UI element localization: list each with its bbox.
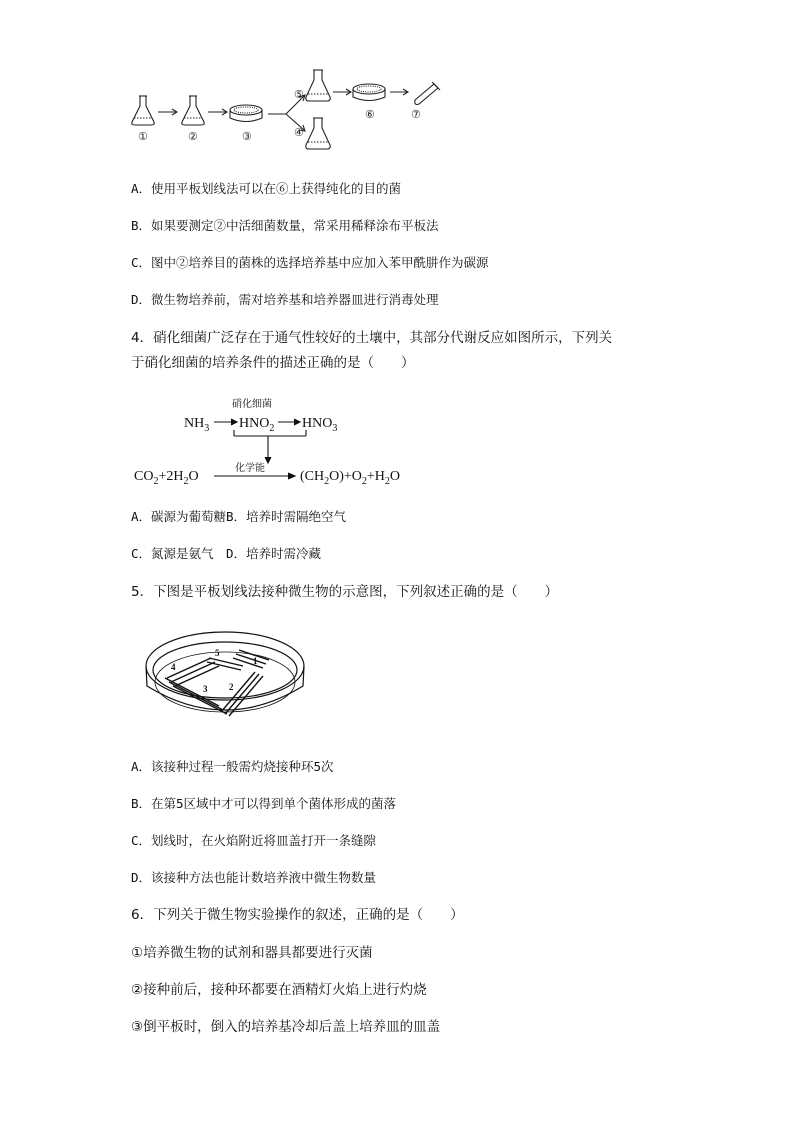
hno2-subscript: 2 [269,423,275,434]
nitrification-reaction-diagram [128,392,448,488]
enzyme-label: 硝化细菌 [232,399,272,410]
q4-options-line2: C．氮源是氨气 D．培养时需冷藏 [131,546,322,561]
oxygen-symbol: O [188,469,199,484]
nh3-formula: NH [184,416,205,431]
q3-option-b: B．如果要测定②中活细菌数量，常采用稀释涂布平板法 [131,218,439,233]
figure-label: ③ [242,131,252,143]
q4-stem-line2: 于硝化细菌的培养条件的描述正确的是（ ） [131,355,415,371]
svg-text:NH3 [184,416,209,434]
q5-stem: 5．下图是平板划线法接种微生物的示意图，下列叙述正确的是（ ） [131,584,559,600]
svg-text:HNO3 [302,416,337,434]
hno3-subscript: 3 [332,423,338,434]
o2-subscript: 2 [361,476,367,487]
oxygen-symbol: O [389,469,401,484]
svg-text:HNO2 [239,416,274,434]
q3-option-c: C．图中②培养目的菌株的选择培养基中应加入苯甲酰肼作为碳源 [131,255,489,270]
svg-text:(CH2O)+O2+H2O [300,469,400,487]
figure-label: ④ [294,127,304,139]
petri-dish-icon [230,105,262,122]
flask-icon [306,70,330,101]
q6-item-2: ②接种前后，接种环都要在酒精灯火焰上进行灼烧 [131,982,427,998]
q6-item-3: ③倒平板时，倒入的培养基冷却后盖上培养皿的皿盖 [131,1019,441,1035]
figure-label: ② [188,131,198,143]
q5-option-d: D．该接种方法也能计数培养液中微生物数量 [131,870,377,885]
q4-options-line1: A．碳源为葡萄糖B．培养时需隔绝空气 [131,509,347,524]
q5-option-c: C．划线时，在火焰附近将皿盖打开一条缝隙 [131,833,377,848]
q5-option-a: A．该接种过程一般需灼烧接种环5次 [131,759,334,774]
plus-2h: +2H [158,469,184,484]
q3-option-d: D．微生物培养前，需对培养基和培养器皿进行消毒处理 [131,292,439,307]
q6-item-1: ①培养微生物的试剂和器具都要进行灭菌 [131,945,373,961]
zone-label: 3 [203,684,208,694]
streak-plate-diagram [143,626,308,736]
ch2o-formula: (CH [300,469,325,484]
ch2o-subscript: 2 [324,476,330,487]
flask-icon [132,96,154,125]
flask-icon [306,118,330,149]
h2o-subscript: 2 [183,476,189,487]
energy-label: 化学能 [235,463,265,474]
figure-label: ⑥ [365,109,375,121]
hno2-formula: HNO [239,416,270,431]
culture-flow-diagram [128,66,468,158]
figure-label: ⑤ [294,89,304,101]
petri-dish-icon [353,84,385,101]
zone-label: 4 [171,662,176,672]
co2-subscript: 2 [153,476,159,487]
h2o-product-subscript: 2 [384,476,390,487]
figure-label: ① [138,131,148,143]
co2-formula: CO [134,469,154,484]
plus-h: +H [366,469,385,484]
ch2o-end: O)+O [329,469,362,484]
zone-label: 2 [229,682,234,692]
test-tube-icon [415,82,440,105]
q5-option-b: B．在第5区域中才可以得到单个菌体形成的菌落 [131,796,397,811]
zone-label: 5 [215,648,220,658]
q6-stem: 6．下列关于微生物实验操作的叙述，正确的是（ ） [131,907,464,923]
figure-label: ⑦ [411,109,421,121]
q3-option-a: A．使用平板划线法可以在⑥上获得纯化的目的菌 [131,181,402,196]
hno3-formula: HNO [302,416,333,431]
q4-stem-line1: 4．硝化细菌广泛存在于通气性较好的土壤中，其部分代谢反应如图所示，下列关 [131,330,613,346]
flask-icon [182,96,204,125]
zone-label: 1 [253,656,258,666]
svg-text:CO2+2H2O [134,469,199,487]
nh3-subscript: 3 [204,423,210,434]
